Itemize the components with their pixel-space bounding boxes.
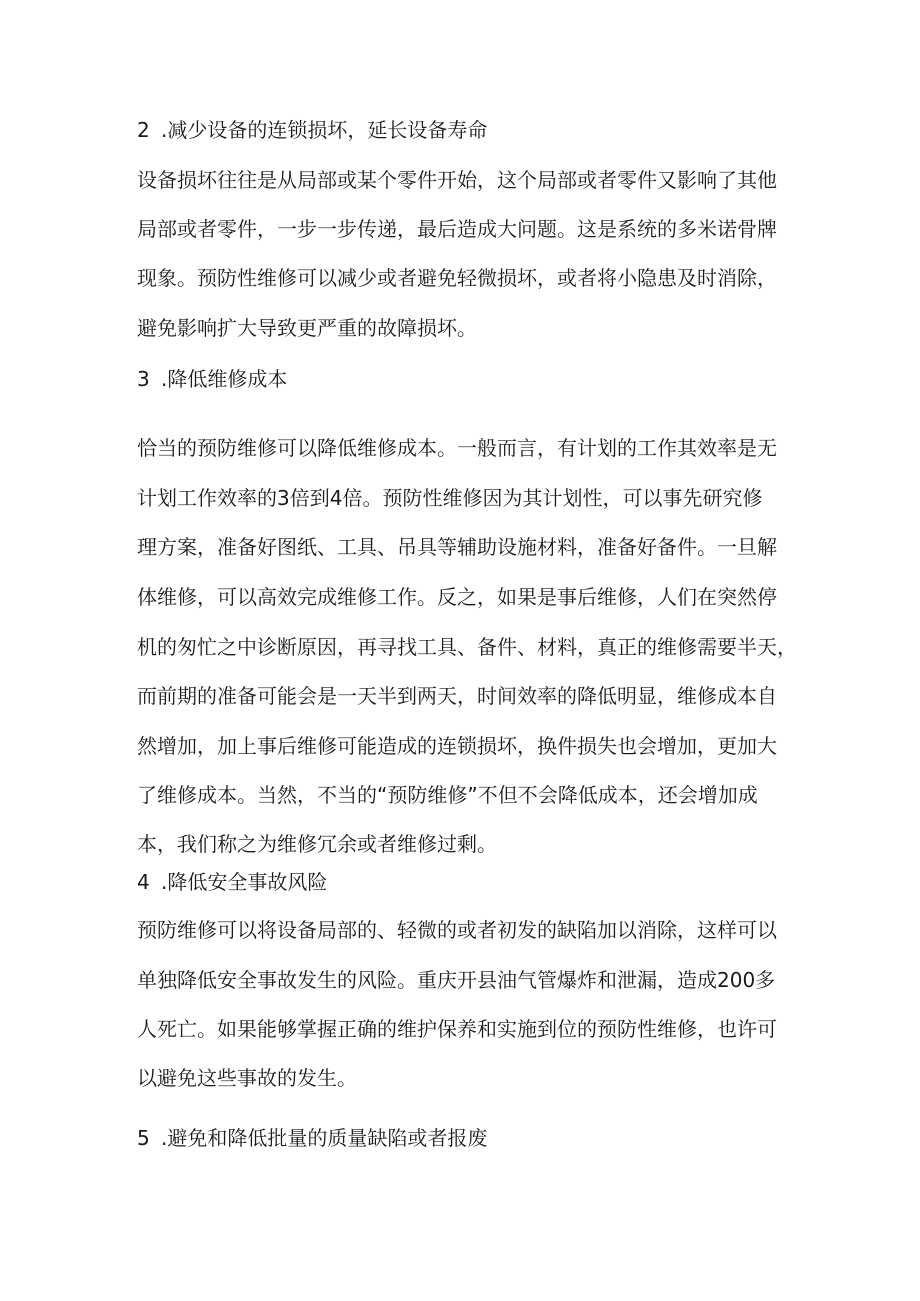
- section-heading: [137, 1124, 487, 1152]
- paragraph-line: 以避免这些事故的发生。: [137, 1066, 357, 1090]
- paragraph-line: 人死亡。如果能够掌握正确的维护保养和实施到位的预防性维修，也许可: [137, 1017, 777, 1041]
- paragraph-line: 恰当的预防维修可以降低维修成本。一般而言，有计划的工作其效率是无: [137, 436, 777, 460]
- section-heading: [137, 365, 287, 393]
- section-title: .降低安全事故风险: [161, 870, 328, 894]
- section-number: 4: [137, 870, 150, 894]
- paragraph-line: 现象。预防性维修可以减少或者避免轻微损坏，或者将小隐患及时消除，: [137, 266, 777, 290]
- section-number: 2: [137, 118, 150, 142]
- paragraph-line: 计划工作效率的3倍到4倍。预防性维修因为其计划性，可以事先研究修: [137, 486, 763, 510]
- paragraph-line: 体维修，可以高效完成维修工作。反之，如果是事后维修，人们在突然停: [137, 585, 777, 609]
- section-title: .避免和降低批量的质量缺陷或者报废: [161, 1126, 488, 1150]
- section-heading: [137, 868, 327, 896]
- paragraph-line: 避免影响扩大导致更严重的故障损坏。: [137, 316, 477, 340]
- paragraph-line: 而前期的准备可能会是一天半到两天，时间效率的降低明显，维修成本自: [137, 684, 777, 708]
- paragraph-line: 然增加，加上事后维修可能造成的连锁损坏，换件损失也会增加，更加大: [137, 734, 777, 758]
- section-title: .降低维修成本: [161, 367, 288, 391]
- paragraph-line: 了维修成本。当然，不当的“预防维修”不但不会降低成本，还会增加成: [137, 783, 758, 807]
- paragraph-line: 机的匆忙之中诊断原因，再寻找工具、备件、材料，真正的维修需要半天，: [137, 635, 797, 659]
- section-number: 3: [137, 367, 150, 391]
- paragraph-line: 设备损坏往往是从局部或某个零件开始，这个局部或者零件又影响了其他: [137, 168, 777, 192]
- section-title: .减少设备的连锁损坏，延长设备寿命: [161, 118, 488, 142]
- paragraph-line: 本，我们称之为维修冗余或者维修过剩。: [137, 832, 497, 856]
- paragraph-line: 单独降低安全事故发生的风险。重庆开县油气管爆炸和泄漏，造成200多: [137, 968, 776, 992]
- section-heading: [137, 116, 487, 144]
- paragraph-line: 理方案，准备好图纸、工具、吊具等辅助设施材料，准备好备件。一旦解: [137, 535, 777, 559]
- paragraph-line: 预防维修可以将设备局部的、轻微的或者初发的缺陷加以消除，这样可以: [137, 918, 777, 942]
- section-number: 5: [137, 1126, 150, 1150]
- paragraph-line: 局部或者零件，一步一步传递，最后造成大问题。这是系统的多米诺骨牌: [137, 217, 777, 241]
